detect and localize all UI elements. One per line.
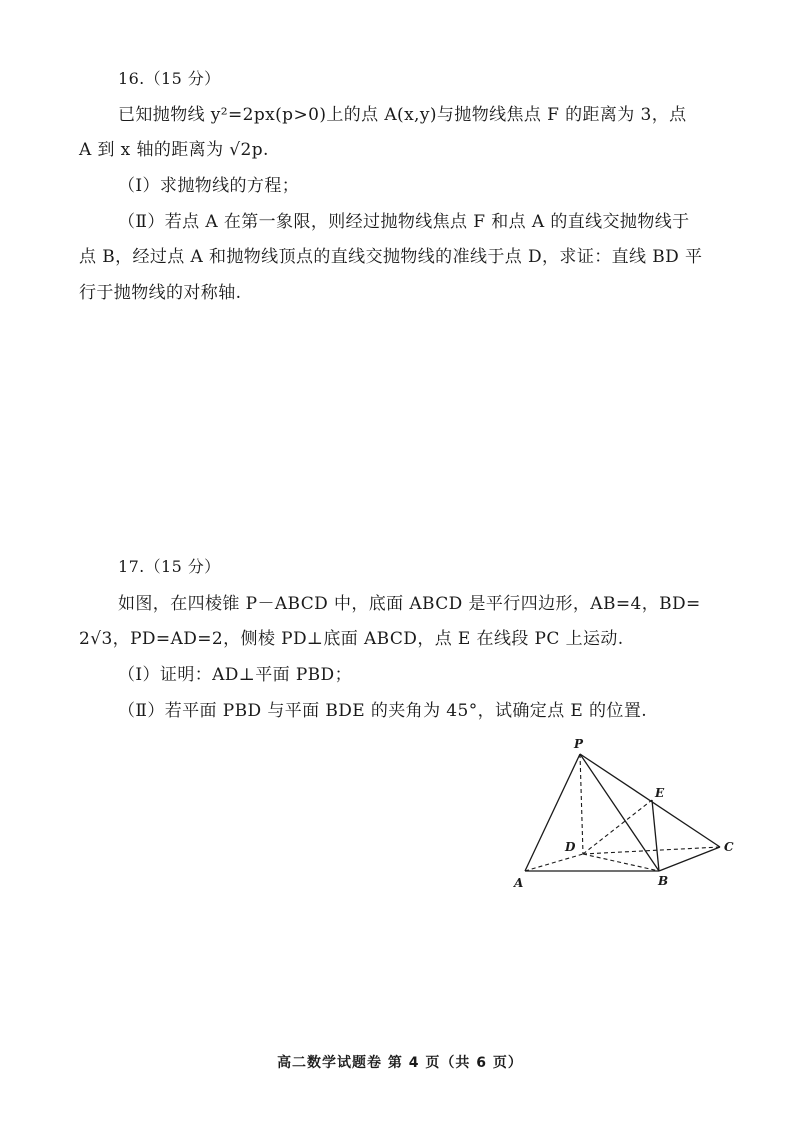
q16-text-line1: 已知抛物线 y²=2px(p>0)上的点 A(x,y)与抛物线焦点 F 的距离为 3，点 [118, 105, 687, 125]
edge-ad [525, 854, 583, 871]
q16-part2-line1: （Ⅱ）若点 A 在第一象限，则经过抛物线焦点 F 和点 A 的直线交抛物线于 [118, 212, 690, 232]
q16-heading: 16.（15 分） [118, 69, 221, 88]
label-b: B [658, 874, 669, 888]
edge-dc [583, 847, 720, 854]
q17-part2: （Ⅱ）若平面 PBD 与平面 BDE 的夹角为 45°，试确定点 E 的位置. [118, 701, 648, 721]
edge-pc [580, 754, 720, 847]
pyramid-diagram [510, 735, 750, 895]
segment-eb [652, 800, 659, 871]
q17-heading: 17.（15 分） [118, 557, 221, 576]
q16-part2-line2: 点 B，经过点 A 和抛物线顶点的直线交抛物线的准线于点 D，求证：直线 BD 平 [79, 247, 703, 267]
label-c: C [724, 840, 734, 854]
label-d: D [565, 840, 576, 854]
q16-part2-line3: 行于抛物线的对称轴. [79, 283, 242, 303]
q17-part1: （Ⅰ）证明：AD⊥平面 PBD； [118, 665, 352, 685]
page-footer: 高二数学试题卷 第 4 页（共 6 页） [277, 1055, 523, 1071]
label-p: P [574, 737, 584, 751]
label-e: E [655, 786, 665, 800]
q17-text-line2: 2√3，PD=AD=2，侧棱 PD⊥底面 ABCD，点 E 在线段 PC 上运动. [79, 629, 624, 649]
edge-pd [580, 754, 583, 854]
q16-text-line2: A 到 x 轴的距离为 √2p. [79, 140, 269, 160]
edge-bc [659, 847, 720, 871]
q16-part1: （Ⅰ）求抛物线的方程； [118, 176, 300, 196]
edge-db [583, 854, 659, 871]
label-a: A [514, 876, 524, 890]
q17-text-line1: 如图，在四棱锥 P－ABCD 中，底面 ABCD 是平行四边形，AB=4，BD= [118, 594, 701, 614]
